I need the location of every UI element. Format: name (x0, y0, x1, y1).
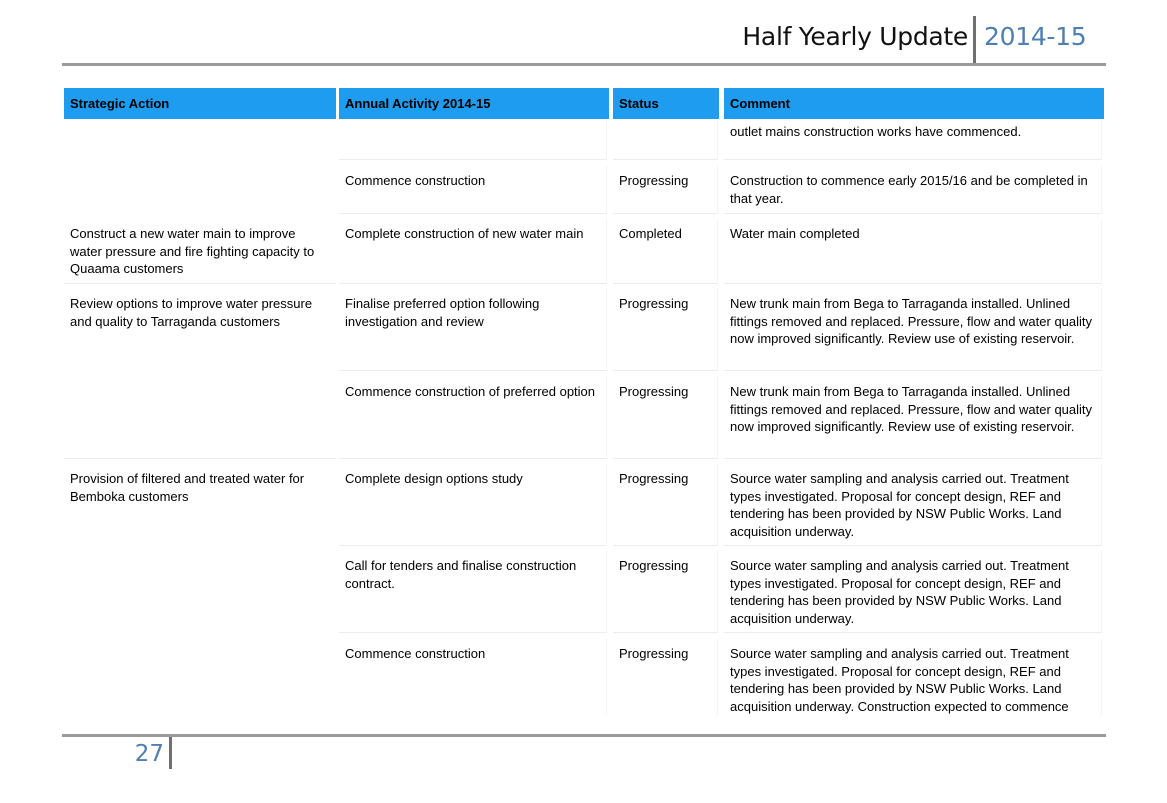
cell-annual-activity: Complete design options study (339, 464, 607, 546)
cell-status: Progressing (613, 464, 718, 546)
table-row (62, 377, 1106, 459)
cell-strategic-action (64, 551, 336, 633)
table-row (62, 639, 1106, 715)
column-header-strategic-action: Strategic Action (64, 88, 336, 119)
cell-comment: New trunk main from Bega to Tarraganda installed. Unlined fittings removed and replaced. Pressure, flow and water quality now improved significantly. Review use of existing reservoir. (724, 377, 1102, 459)
table-row (62, 289, 1106, 371)
cell-status: Progressing (613, 166, 718, 214)
document-year: 2014-15 (984, 22, 1087, 51)
cell-annual-activity: Call for tenders and finalise construction contract. (339, 551, 607, 633)
cell-comment: Construction to commence early 2015/16 and be completed in that year. (724, 166, 1102, 214)
table-row (62, 166, 1106, 214)
footer-rule (62, 734, 1106, 737)
cell-annual-activity: Finalise preferred option following investigation and review (339, 289, 607, 371)
table-row (62, 551, 1106, 633)
header-rule (62, 63, 1106, 66)
table-row (62, 219, 1106, 284)
cell-status: Progressing (613, 639, 718, 715)
page-number: 27 (134, 741, 164, 767)
column-header-annual-activity: Annual Activity 2014-15 (339, 88, 609, 119)
cell-comment: Water main completed (724, 219, 1102, 284)
cell-status: Progressing (613, 377, 718, 459)
cell-annual-activity (339, 119, 607, 160)
cell-strategic-action: Review options to improve water pressure and quality to Tarraganda customers (70, 296, 313, 329)
table-row (62, 464, 1106, 546)
cell-strategic-action (64, 119, 336, 160)
footer-divider (169, 737, 172, 769)
cell-comment: Source water sampling and analysis carried out. Treatment types investigated. Proposal for concept design, REF and tendering has been provided by NSW Public Works. Land acquisition underway. (724, 464, 1102, 546)
table-row (62, 119, 1106, 160)
cell-status: Progressing (613, 551, 718, 633)
cell-strategic-action (64, 166, 336, 214)
cell-annual-activity: Complete construction of new water main (339, 219, 607, 284)
cell-comment: Source water sampling and analysis carried out. Treatment types investigated. Proposal for concept design, REF and tendering has been provided by NSW Public Works. Land acquisition underway. Construction expected to commence (724, 639, 1102, 715)
cell-annual-activity: Commence construction of preferred option (339, 377, 607, 459)
cell-annual-activity: Commence construction (339, 639, 607, 715)
cell-comment: Source water sampling and analysis carried out. Treatment types investigated. Proposal for concept design, REF and tendering has been provided by NSW Public Works. Land acquisition underway. (724, 551, 1102, 633)
cell-annual-activity: Commence construction (339, 166, 607, 214)
cell-status: Progressing (613, 289, 718, 371)
cell-comment: New trunk main from Bega to Tarraganda installed. Unlined fittings removed and replaced. Pressure, flow and water quality now improved significantly. Review use of existing reservoir. (724, 289, 1102, 371)
header-divider (973, 16, 976, 64)
column-header-comment: Comment (724, 88, 1104, 119)
strategic-actions-table (62, 88, 1106, 714)
cell-strategic-action: Provision of filtered and treated water for Bemboka customers (70, 471, 305, 504)
cell-status (613, 119, 718, 160)
table-header (62, 88, 1106, 119)
cell-strategic-action: Construct a new water main to improve water pressure and fire fighting capacity to Quaama customers (64, 219, 336, 284)
cell-status: Completed (613, 219, 718, 284)
column-header-status: Status (613, 88, 719, 119)
cell-strategic-action (64, 377, 336, 459)
cell-strategic-action (64, 639, 336, 715)
document-title: Half Yearly Update (742, 22, 968, 51)
cell-comment: outlet mains construction works have commenced. (724, 119, 1102, 160)
